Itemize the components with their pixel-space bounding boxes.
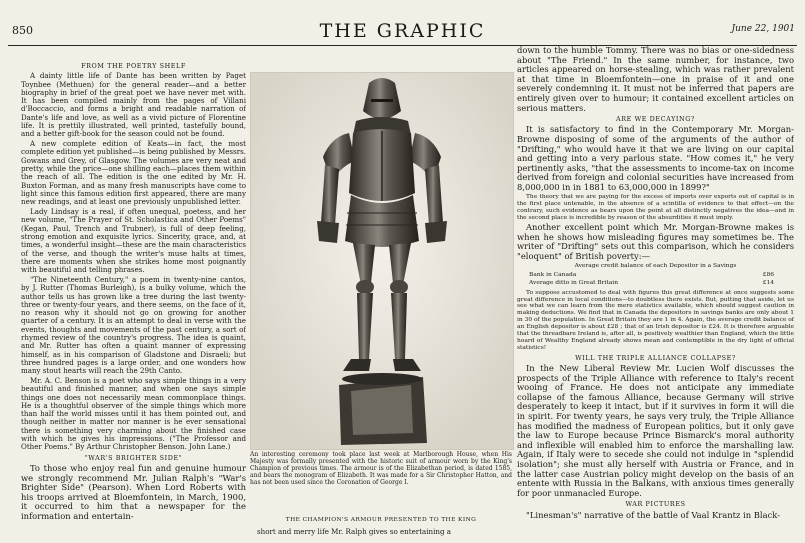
page-header	[8, 20, 797, 42]
paragraph: A new complete edition of Keats—in fact, the most complete edition yet published—is being published by Messrs. Gowans and Grey, of Glasgow. The volumes are very neat and pretty, while the price—one shilling each—places them within the reach of all. The edition is the one edited by Mr. H. Buxton Forman, and as many fresh manuscripts have come to light since this famous edition first appeared, there are many new readings, and at least one previously unpublished letter.	[21, 139, 246, 207]
column-right	[517, 46, 794, 529]
paragraph: "Linesman's" narrative of the battle of Vaal Krantz in Black-	[526, 509, 781, 520]
page-number: 850	[12, 24, 33, 37]
table-row	[517, 271, 794, 279]
issue-date: June 22, 1901	[731, 24, 795, 34]
paragraph: Mr. A. C. Benson is a poet who says simple things in a very beautiful and finished manner, and when one says simple things one does not necessarily mean commonplace things. He is a thoughtful observer of the simple things which more than half the world misses until it has them pointed out, and though neither in matter nor manner is he ever sensational there is something very charming about the finished case with which he gives his impressions. ("The Professor and Other Poems." By Arthur Christopher Benson. John Lane.)	[21, 375, 246, 452]
paragraph: Another excellent point which Mr. Morgan-Browne makes is when he shows how misleading figures may sometimes be. The writer of "Drifting" sets out this comparison, which he considers "eloquent" of British poverty:—	[517, 222, 794, 262]
section-heading: WAR PICTURES	[625, 500, 686, 509]
table-cell-label: Average ditto in Great Britain	[529, 280, 618, 287]
paragraph: It is satisfactory to find in the Contemporary Mr. Morgan-Browne disposing of some of the arguments of the author of "Drifting," who would have it that we are living on our capital and getting into a very parlous state. "How comes it," he very pertinently asks, "that the assessments to income-tax on income derived from foreign and colonial securities have increased from 8,000,000 in in 1881 to 63,000,000 in 1899?"	[517, 124, 794, 193]
column-middle-continuation: short and merry life Mr. Ralph gives so entertaining a	[257, 527, 451, 536]
section-heading: ARE WE DECAYING?	[616, 115, 695, 124]
armour-illustration	[251, 73, 513, 449]
paragraph: Lady Lindsay is a real, if often unequal, poetess, and her new volume, "The Prayer of St. Scholastica and Other Poems" (Kegan, Paul, Trench and Trubner), is full of deep feeling, strong emotion and exquisite lyrics. Sincerity, grace, and, at times, a wonderful insight—these are the main characteristics of the verse, and though the writer's muse halts at times, there are moments when she strikes home most poignantly with beautiful and telling phrases.	[21, 207, 246, 275]
photo-caption: An interesting ceremony took place last week at Marlborough House, when His Majesty was formally presented with the historic suit of armour worn by the King's Champion of previous times. The armour is of the Elizabethan period, is dated 1585, and bears the monogram of Elizabeth. It was made for a Sir Christopher Hatton, and has not been used since the Coronation of George I.	[250, 451, 512, 486]
column-left	[21, 60, 246, 543]
table-cell-label: Bank in Canada	[529, 272, 577, 279]
savings-table	[517, 271, 794, 288]
quoted-passage: To suppose accustomed to deal with figures this great difference at once suggests some great difference in local conditions—to doubtless there exists. But, putting that aside, let us see what we can learn from the mere statistics available, which should suggest caution in making deductions. We find that in Canada the depositors in savings banks are only about 1 in 30 of the population. In Great Britain they are 1 in 4. Again, the average credit balance of an English depositor is about £28 ; that of an Irish depositor is £24. It is therefore arguable that the threadbare Ireland is, after all, is positively wealthier than England, which the little hoard of Wealthy England already shows mean and contemptible in the dry light of official statistics!	[517, 289, 794, 351]
paragraph: A dainty little life of Dante has been written by Paget Toynbee (Methuen) for the general reader—and a better biography in brief of the great poet we have never met with. It has been compiled mainly from the pages of Villani d'Boccaccio, and forms a bright and readable narration of Dante's life and love, as well as a vivid picture of Florentine life. It is prettily illustrated, well printed, tastefully bound, and a better gift-book for the season could not be found.	[21, 71, 246, 139]
paragraph: To those who enjoy real fun and genuine humour we strongly recommend Mr. Julian Ralph's "War's Brighter Side" (Pearson). When Lord Roberts with his troops arrived at Bloemfontein, in March, 1900, it occurred to him that a newspaper for the information and entertain-	[21, 462, 246, 521]
table-row	[517, 279, 794, 287]
section-heading: "WAR'S BRIGHTER SIDE"	[84, 453, 183, 462]
table-cell-value: £86	[762, 272, 774, 279]
paragraph: In the New Liberal Review Mr. Lucien Wolf discusses the prospects of the Triple Alliance with reference to Italy's recent wooing of France. He does not anticipate any immediate collapse of the famous Alliance, because Germany will strive desperately to keep it intact, but if it survives in form it will die in spirit. For twenty years, he says very truly, the Triple Alliance has modified the madness of European politics, but it only gave the law to Europe because Prince Bismarck's moral authority and inflexible will enabled him to enforce the marshalling law. Again, if Italy were to secede she could not indulge in "splendid isolation"; she must ally herself with Austria or France, and in the latter case Austrian policy might develop on the basis of an entente with Russia in the Balkans, with anxious times generally for poor unmanacled Europe.	[517, 363, 794, 498]
table-caption: Average credit balance of each Depositor in a Savings	[574, 263, 737, 270]
paragraph: down to the humble Tommy. There was no bias or one-sidedness about "The Friend." In the same number, for instance, two articles appeared on horse-stealing, which was rather prevalent at that time in Bloemfontein—one in praise of it and one severely condemning it. It must not be inferred that papers are entirely given over to humour; it contained excellent articles on serious matters.	[517, 46, 794, 113]
quoted-passage: The theory that we are paying for the excess of imports over exports out of capital is in the first place untenable, in the absence of a scintilla of evidence to that effect—on the contrary, such evidence as bears upon the point at all distinctly negatives the idea—and in the second place is incredible by reason of the absurdities it must imply.	[517, 194, 794, 221]
masthead-title: THE GRAPHIC	[319, 20, 486, 42]
table-cell-value: £14	[762, 280, 774, 287]
section-heading: FROM THE POETRY SHELF	[81, 62, 186, 70]
paragraph: "The Nineteenth Century," a poem in twenty-nine cantos, by J. Rutter (Thomas Burleigh), is a bulky volume, which the author tells us has grown like a tree during the last twenty-three or twenty-four years, and there seems, on the face of it, no reason why it should not go on growing for another quarter of a century. It is an attempt to deal in verse with the events, thoughts and movements of the past century, a sort of rhymed review of the country's progress. The idea is quaint, and Mr. Rutter has often a quaint manner of expressing himself, as in his comparison of Gladstone and Disraeli; but three hundred pages is a large order, and one wonders how many stout hearts will reach the 29th Canto.	[21, 274, 246, 376]
photo-title: THE CHAMPION'S ARMOUR PRESENTED TO THE KING	[285, 517, 477, 523]
armour-photograph	[250, 72, 514, 450]
section-heading: WILL THE TRIPLE ALLIANCE COLLAPSE?	[575, 353, 736, 362]
